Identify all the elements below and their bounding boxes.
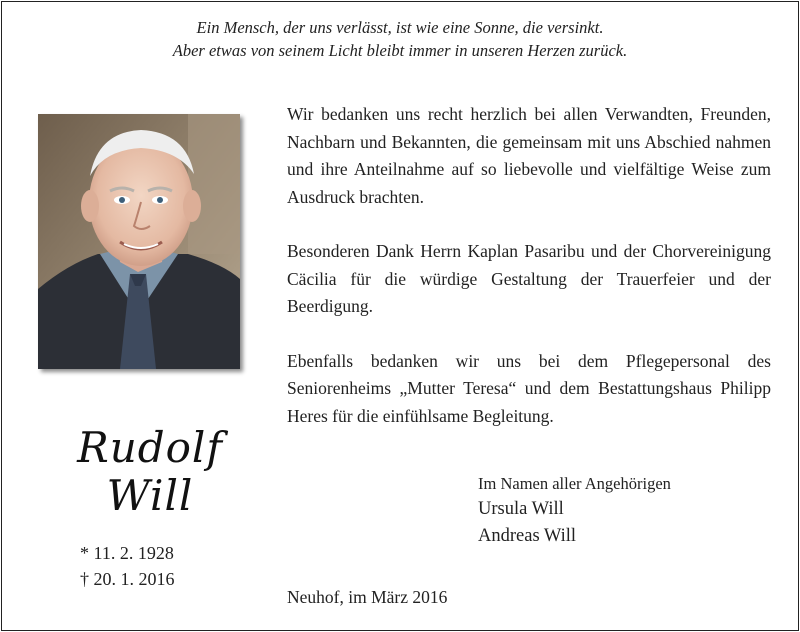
paragraph-thanks-relatives: Wir bedanken uns recht herzlich bei allen Verwandten, Freunden, Nachbarn und Bekannten, die gemeinsam mit uns Abschied nahmen und ihre Anteilnahme auf so liebevolle und vielfältige Weise zum Ausdruck brachten. xyxy=(287,104,771,207)
first-name: Rudolf xyxy=(77,423,223,472)
signer-name: Ursula Will xyxy=(478,499,564,519)
deceased-name xyxy=(40,424,260,520)
thank-you-text xyxy=(287,101,771,457)
death-date: † 20. 1. 2016 xyxy=(80,569,175,589)
life-dates xyxy=(80,540,230,592)
signature-block xyxy=(478,472,778,550)
last-name: Will xyxy=(106,471,194,520)
portrait-photo xyxy=(38,114,240,369)
birth-date: * 11. 2. 1928 xyxy=(80,543,174,563)
signer-name: Andreas Will xyxy=(478,526,577,546)
quote-line-2: Aber etwas von seinem Licht bleibt immer in unseren Herzen zurück. xyxy=(172,41,628,60)
place-and-date: Neuhof, im März 2016 xyxy=(287,587,448,607)
paragraph-thanks-care-staff: Ebenfalls bedanken wir uns bei dem Pflegepersonal des Seniorenheims „Mutter Teresa“ und dem Bestattungshaus Philipp Heres für die einfühlsame Begleitung. xyxy=(287,350,771,426)
portrait-illustration xyxy=(38,114,240,369)
quote-line-1: Ein Mensch, der uns verlässt, ist wie eine Sonne, die versinkt. xyxy=(196,18,604,37)
signature-intro: Im Namen aller Angehörigen xyxy=(478,474,671,493)
paragraph-thanks-chaplain: Besonderen Dank Herrn Kaplan Pasaribu und der Chorvereinigung Cäcilia für die würdige Gestaltung der Trauerfeier und der Beerdigung. xyxy=(287,241,771,316)
memorial-quote xyxy=(0,16,800,62)
